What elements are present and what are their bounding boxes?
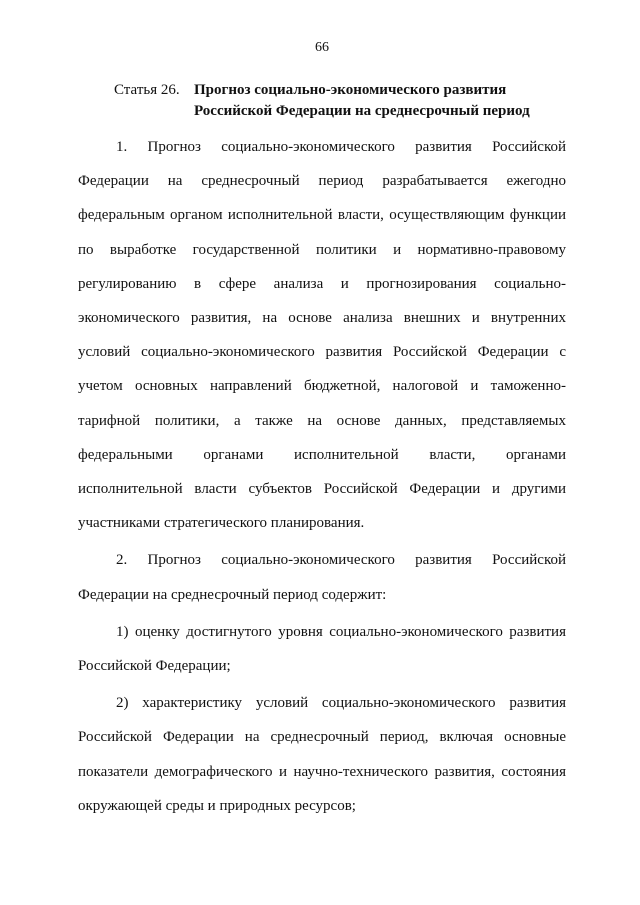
- paragraph-4: 2) характеристику условий социально-экономического развития Российской Федерации на среднесрочный период, включая основные показатели демографического и научно-технического развития, состояния окружающей среды и природных ресурсов;: [78, 695, 566, 814]
- article-label: Статья 26.: [114, 82, 180, 98]
- paragraph-3: 1) оценку достигнутого уровня социально-экономического развития Российской Федерации;: [78, 623, 566, 675]
- paragraph-1: 1. Прогноз социально-экономического развития Российской Федерации на среднесрочный период разрабатывается ежегодно федеральным органом исполнительной власти, осуществляющим функции по выработке государственной политики и нормативно-правовому регулированию в сфере анализа и прогнозирования социально-экономического развития, на основе анализа внешних и внутренних условий социально-экономического развития Российской Федерации с учетом основных направлений бюджетной, налоговой и таможенно-тарифной политики, а также на основе данных, представляемых федеральными органами исполнительной власти, органами исполнительной власти субъектов Российской Федерации и другими участниками стратегического планирования.: [78, 139, 566, 532]
- article-title: Прогноз социально-экономического развития Российской Федерации на среднесрочный период: [194, 82, 530, 119]
- page-number: 66: [315, 40, 329, 55]
- paragraph-2: 2. Прогноз социально-экономического развития Российской Федерации на среднесрочный период содержит:: [78, 552, 566, 603]
- document-body: [78, 130, 566, 823]
